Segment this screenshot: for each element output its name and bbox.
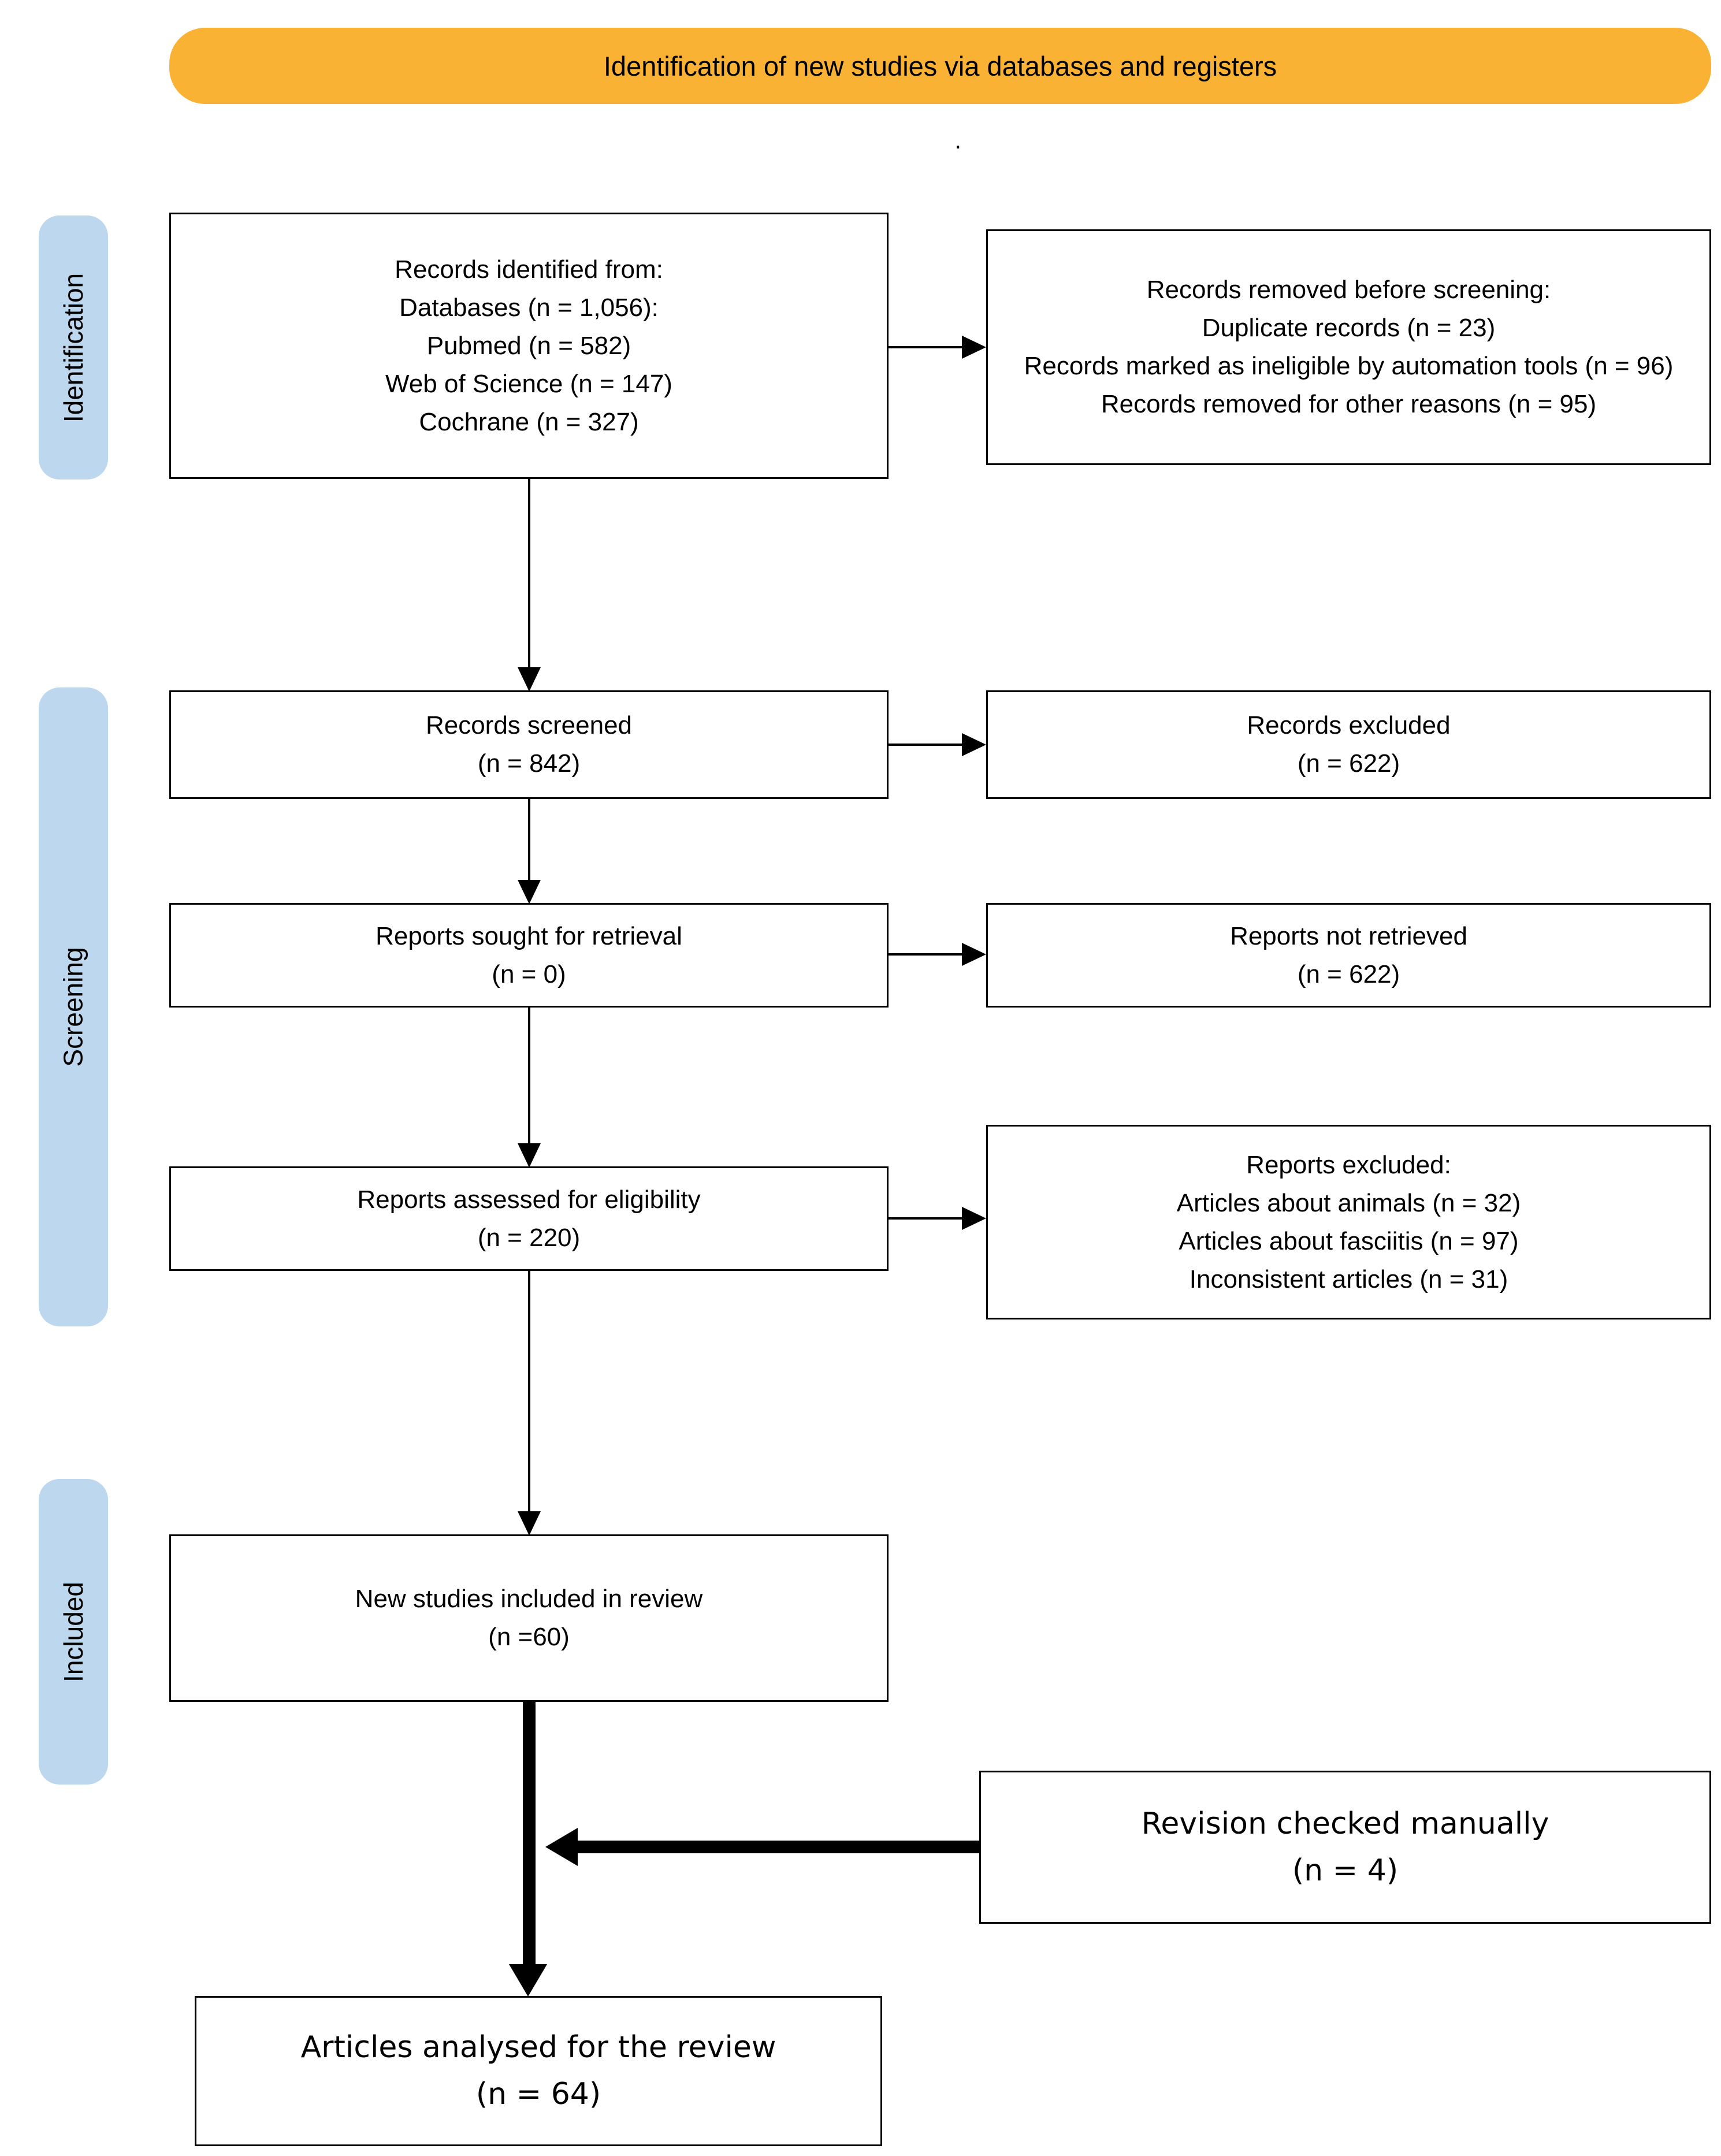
box-text-line: Articles analysed for the review: [300, 2030, 776, 2065]
arrow-line: [889, 1217, 963, 1220]
box-text-line: (n = 4): [1292, 1853, 1399, 1888]
box-reports-excluded: [986, 1125, 1711, 1319]
box-reports-assessed: [169, 1166, 889, 1271]
box-text-line: New studies included in review: [355, 1585, 703, 1613]
box-text-line: Databases (n = 1,056):: [399, 293, 659, 322]
arrow-head-left-icon: [545, 1828, 578, 1866]
arrow-head-right-icon: [962, 943, 986, 966]
arrow-line: [528, 1008, 530, 1144]
box-text-line: Web of Science (n = 147): [385, 369, 672, 398]
box-records-identified: [169, 213, 889, 479]
box-text-line: (n = 220): [477, 1223, 581, 1252]
arrow-line: [578, 1841, 979, 1853]
stage-label-screening: [39, 687, 108, 1326]
box-text-line: Cochrane (n = 327): [419, 407, 639, 436]
box-revision-checked: [979, 1771, 1711, 1924]
box-text-line: (n = 64): [475, 2077, 601, 2112]
box-text-line: (n = 0): [492, 960, 566, 988]
box-records-screened: [169, 690, 889, 799]
stage-label-text: Identification: [58, 273, 88, 422]
box-reports-not-retrieved: [986, 903, 1711, 1008]
box-text-line: Records marked as ineligible by automation tools (n = 96): [1024, 352, 1674, 380]
box-articles-analysed: [195, 1996, 882, 2146]
arrow-line: [523, 1702, 536, 1968]
box-text-line: Duplicate records (n = 23): [1202, 314, 1496, 342]
box-text-line: Records screened: [425, 711, 633, 739]
arrow-head-right-icon: [962, 1207, 986, 1230]
box-text-line: (n = 842): [477, 749, 581, 778]
box-text-line: Records identified from:: [395, 255, 663, 284]
box-records-excluded: [986, 690, 1711, 799]
stage-label-text: Screening: [58, 947, 89, 1067]
box-text-line: Reports assessed for eligibility: [357, 1185, 701, 1214]
box-new-studies-included: [169, 1534, 889, 1702]
box-text-line: Reports sought for retrieval: [376, 921, 682, 950]
box-text-line: (n =60): [488, 1623, 570, 1651]
arrow-line: [889, 744, 963, 746]
stage-label-included: [39, 1479, 108, 1785]
arrow-head-down-icon: [509, 1964, 547, 1997]
box-text-line: Reports excluded:: [1246, 1150, 1451, 1179]
box-text-line: Records removed before screening:: [1146, 276, 1551, 304]
box-text-line: Pubmed (n = 582): [426, 331, 631, 360]
box-text-line: (n = 622): [1297, 749, 1400, 778]
arrow-line: [889, 953, 963, 956]
arrow-line: [528, 799, 530, 881]
arrow-head-down-icon: [518, 880, 541, 904]
box-records-removed: [986, 229, 1711, 465]
box-text-line: Articles about fasciitis (n = 97): [1179, 1226, 1519, 1255]
box-text-line: (n = 622): [1297, 960, 1400, 988]
arrow-line: [889, 346, 963, 348]
banner-title: Identification of new studies via databases and registers: [603, 50, 1277, 81]
box-text-line: Revision checked manually: [1141, 1806, 1549, 1841]
box-text-line: Records removed for other reasons (n = 95): [1101, 390, 1597, 418]
box-text-line: Inconsistent articles (n = 31): [1189, 1265, 1508, 1293]
arrow-head-down-icon: [518, 1511, 541, 1536]
box-text-line: Records excluded: [1247, 711, 1451, 739]
box-text-line: Articles about animals (n = 32): [1176, 1188, 1521, 1217]
box-text-line: Reports not retrieved: [1230, 921, 1467, 950]
stage-label-identification: [39, 215, 108, 479]
arrow-line: [528, 479, 530, 668]
stage-label-text: Included: [58, 1581, 89, 1682]
arrow-head-right-icon: [962, 336, 986, 359]
arrow-head-down-icon: [518, 1143, 541, 1168]
arrow-head-right-icon: [962, 733, 986, 756]
box-reports-sought: [169, 903, 889, 1008]
banner: [169, 28, 1711, 104]
stray-period: .: [954, 126, 962, 154]
arrow-line: [528, 1271, 530, 1512]
arrow-head-down-icon: [518, 667, 541, 692]
